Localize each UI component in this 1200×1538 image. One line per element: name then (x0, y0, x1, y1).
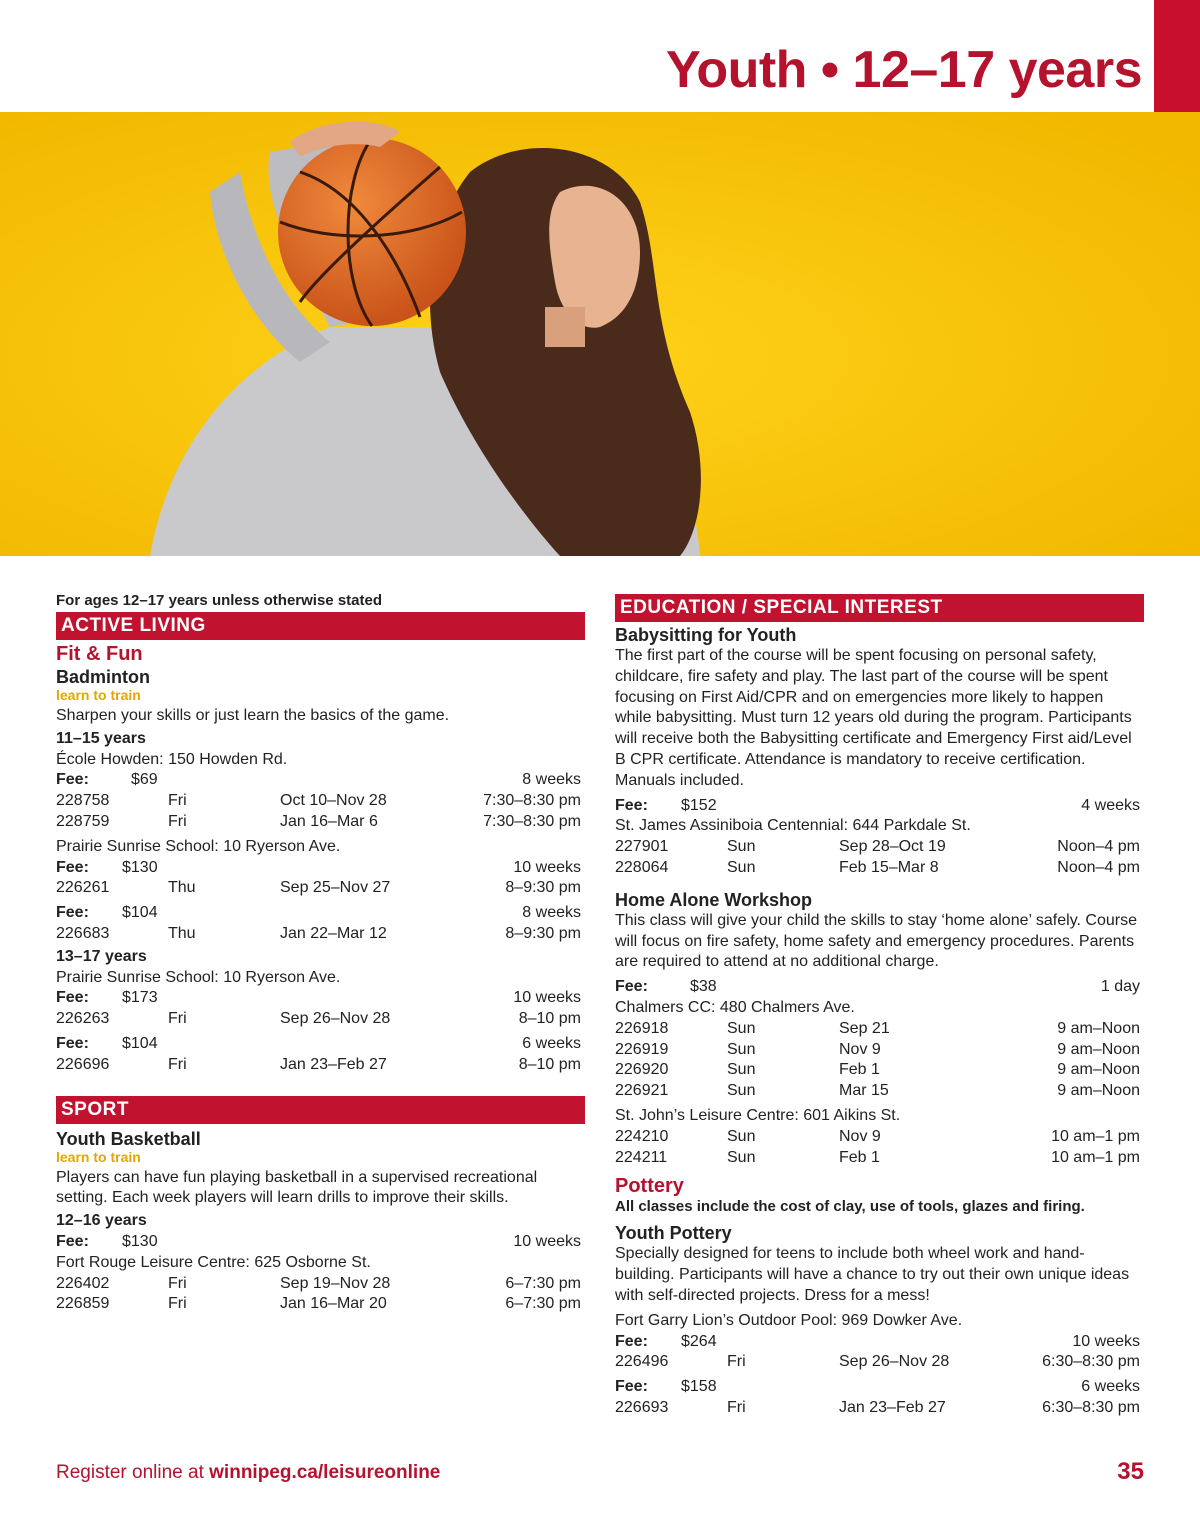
course-time: 10 am–1 pm (1051, 1127, 1140, 1145)
course-code: 226496 (615, 1353, 669, 1371)
program-tag: learn to train (56, 1148, 141, 1165)
left-column (56, 592, 585, 1315)
section-education-special-interest: EDUCATION / SPECIAL INTEREST (615, 594, 1144, 622)
course-time: 9 am–Noon (1057, 1019, 1140, 1037)
course-day: Fri (168, 1010, 187, 1028)
course-day: Sun (727, 858, 756, 876)
fee-duration: 10 weeks (513, 1232, 581, 1250)
table-row (56, 1294, 585, 1315)
fee-duration: 6 weeks (522, 1034, 581, 1052)
table-row (615, 1040, 1144, 1061)
location: Chalmers CC: 480 Chalmers Ave. (615, 998, 855, 1016)
fee-row (615, 796, 1144, 817)
course-dates: Oct 10–Nov 28 (280, 792, 387, 810)
fee-duration: 4 weeks (1081, 796, 1140, 814)
header-accent-tab (1154, 0, 1200, 112)
course-time: 8–10 pm (518, 1055, 581, 1073)
course-day: Thu (168, 879, 196, 897)
course-code: 226919 (615, 1040, 669, 1058)
course-dates: Sep 25–Nov 27 (280, 879, 391, 897)
course-day: Thu (168, 924, 196, 942)
fee-label: Fee: (615, 1332, 648, 1350)
fee-label: Fee: (56, 1034, 89, 1052)
fee-amount: $104 (122, 904, 158, 922)
fee-label: Fee: (615, 978, 648, 996)
fee-amount: $152 (681, 796, 717, 814)
location: St. James Assiniboia Centennial: 644 Parkdale St. (615, 817, 971, 835)
course-day: Sun (727, 1082, 756, 1100)
location: Fort Rouge Leisure Centre: 625 Osborne St. (56, 1253, 371, 1271)
fee-label: Fee: (56, 771, 89, 789)
section-active-living: ACTIVE LIVING (56, 612, 585, 640)
table-row (615, 1060, 1144, 1081)
course-time: 8–9:30 pm (505, 879, 581, 897)
fee-row (56, 1034, 585, 1055)
course-day: Fri (727, 1398, 746, 1416)
table-row (615, 1148, 1144, 1169)
page-title: Youth • 12–17 years (666, 41, 1142, 99)
location: Fort Garry Lion’s Outdoor Pool: 969 Dowker Ave. (615, 1311, 963, 1329)
fee-duration: 10 weeks (513, 858, 581, 876)
page-number: 35 (1117, 1458, 1144, 1485)
course-time: Noon–4 pm (1057, 858, 1140, 876)
fee-row (615, 1377, 1144, 1398)
course-dates: Feb 1 (839, 1148, 880, 1166)
section-sport: SPORT (56, 1096, 585, 1124)
location: Prairie Sunrise School: 10 Ryerson Ave. (56, 968, 341, 986)
teen-with-basketball-photo (0, 112, 1200, 556)
course-dates: Feb 1 (839, 1061, 880, 1079)
fee-amount: $173 (122, 989, 158, 1007)
course-day: Sun (727, 1040, 756, 1058)
table-row (615, 1352, 1144, 1373)
course-time: 6:30–8:30 pm (1042, 1353, 1140, 1371)
fee-amount: $130 (122, 1232, 158, 1250)
course-dates: Nov 9 (839, 1127, 881, 1145)
fee-duration: 10 weeks (1072, 1332, 1140, 1350)
course-dates: Jan 22–Mar 12 (280, 924, 387, 942)
age-group: 11–15 years (56, 729, 146, 747)
course-code: 226921 (615, 1082, 669, 1100)
table-row (56, 812, 585, 833)
location: St. John’s Leisure Centre: 601 Aikins St. (615, 1106, 901, 1124)
fee-duration: 1 day (1100, 978, 1140, 996)
fee-duration: 8 weeks (522, 771, 581, 789)
right-column (615, 592, 1144, 1419)
program-description: Players can have fun playing basketball in a supervised recreational setting. Each week players will learn drills to improve their skills. (56, 1168, 538, 1207)
course-code: 226696 (56, 1055, 110, 1073)
table-row (56, 924, 585, 945)
pottery-note: All classes include the cost of clay, use of tools, glazes and firing. (615, 1198, 1085, 1216)
course-day: Sun (727, 838, 756, 856)
course-code: 226263 (56, 1010, 110, 1028)
course-time: 7:30–8:30 pm (483, 792, 581, 810)
program-title-home-alone: Home Alone Workshop (615, 889, 813, 910)
course-day: Fri (168, 1055, 187, 1073)
course-day: Sun (727, 1061, 756, 1079)
course-day: Fri (168, 1295, 187, 1313)
table-row (615, 837, 1144, 858)
table-row (615, 1127, 1144, 1148)
table-row (615, 1019, 1144, 1040)
fee-row (56, 770, 585, 791)
fee-row (56, 903, 585, 924)
course-day: Fri (168, 1274, 187, 1292)
table-row (56, 1009, 585, 1030)
program-description: The first part of the course will be spent focusing on personal safety, childcare, fire safety and play. The last part of the course will be spent focusing on First Aid/CPR and on emergencies more likely to happen while babysitting. Must turn 12 years old during the program. Participants will receive both the Babysitting certificate and Emergency First aid/Level B CPR certificate. Attendance is mandatory to receive certification. Manuals included. (615, 647, 1132, 789)
program-description: Sharpen your skills or just learn the basics of the game. (56, 707, 450, 724)
course-time: 9 am–Noon (1057, 1061, 1140, 1079)
course-time: 10 am–1 pm (1051, 1148, 1140, 1166)
program-title-babysitting: Babysitting for Youth (615, 625, 797, 645)
course-time: Noon–4 pm (1057, 838, 1140, 856)
fee-duration: 8 weeks (522, 904, 581, 922)
fee-label: Fee: (56, 1232, 89, 1250)
table-row (615, 1398, 1144, 1419)
hero-photo (0, 112, 1200, 556)
fee-amount: $104 (122, 1034, 158, 1052)
fee-row (56, 988, 585, 1009)
course-code: 226859 (56, 1295, 110, 1313)
fee-row (615, 1332, 1144, 1353)
course-time: 8–10 pm (518, 1010, 581, 1028)
fee-row (56, 1232, 585, 1253)
course-code: 226693 (615, 1398, 669, 1416)
fee-label: Fee: (56, 989, 89, 1007)
table-row (615, 1081, 1144, 1102)
course-dates: Jan 16–Mar 20 (280, 1295, 387, 1313)
program-tag: learn to train (56, 687, 141, 703)
course-dates: Nov 9 (839, 1040, 881, 1058)
table-row (615, 858, 1144, 879)
footer-prefix: Register online at (56, 1462, 210, 1483)
course-dates: Jan 23–Feb 27 (839, 1398, 946, 1416)
fee-amount: $38 (690, 978, 717, 996)
fee-row (56, 858, 585, 879)
course-day: Fri (727, 1353, 746, 1371)
register-link[interactable]: winnipeg.ca/leisureonline (209, 1462, 441, 1483)
course-time: 6–7:30 pm (505, 1274, 581, 1292)
course-day: Sun (727, 1019, 756, 1037)
course-time: 6–7:30 pm (505, 1295, 581, 1313)
course-dates: Jan 16–Mar 6 (280, 812, 378, 830)
course-time: 9 am–Noon (1057, 1082, 1140, 1100)
course-dates: Feb 15–Mar 8 (839, 858, 939, 876)
course-time: 7:30–8:30 pm (483, 812, 581, 830)
course-day: Fri (168, 792, 187, 810)
course-dates: Mar 15 (839, 1082, 889, 1100)
table-row (56, 878, 585, 899)
course-code: 227901 (615, 838, 669, 856)
table-row (56, 791, 585, 812)
course-code: 228064 (615, 858, 669, 876)
fee-label: Fee: (615, 1378, 648, 1396)
course-code: 228759 (56, 812, 110, 830)
course-time: 8–9:30 pm (505, 924, 581, 942)
course-dates: Sep 19–Nov 28 (280, 1274, 391, 1292)
program-title-youth-pottery: Youth Pottery (615, 1223, 732, 1244)
subsection-pottery: Pottery (615, 1175, 684, 1198)
location: École Howden: 150 Howden Rd. (56, 750, 288, 768)
course-dates: Sep 26–Nov 28 (280, 1010, 391, 1028)
location: Prairie Sunrise School: 10 Ryerson Ave. (56, 837, 341, 855)
course-day: Sun (727, 1127, 756, 1145)
subsection-fit-fun: Fit & Fun (56, 643, 143, 665)
fee-amount: $130 (122, 858, 158, 876)
table-row (56, 1274, 585, 1295)
course-dates: Sep 26–Nov 28 (839, 1353, 950, 1371)
course-time: 9 am–Noon (1057, 1040, 1140, 1058)
age-note: For ages 12–17 years unless otherwise stated (56, 592, 382, 609)
footer-register (56, 1462, 440, 1484)
fee-label: Fee: (56, 858, 89, 876)
course-code: 224211 (615, 1148, 668, 1166)
program-description: This class will give your child the skills to stay ‘home alone’ safely. Course will focus on fire safety, home safety and emergency procedures. Parents are required to attend at no additional charge. (615, 911, 1137, 971)
program-title-youth-basketball: Youth Basketball (56, 1128, 201, 1149)
course-code: 226683 (56, 924, 110, 942)
course-code: 224210 (615, 1127, 669, 1145)
fee-label: Fee: (56, 904, 89, 922)
table-row (56, 1055, 585, 1076)
fee-row (615, 977, 1144, 998)
course-code: 226920 (615, 1061, 669, 1079)
fee-amount: $69 (131, 771, 158, 789)
course-day: Sun (727, 1148, 756, 1166)
fee-amount: $264 (681, 1332, 717, 1350)
course-time: 6:30–8:30 pm (1042, 1398, 1140, 1416)
fee-duration: 6 weeks (1081, 1378, 1140, 1396)
course-code: 226402 (56, 1274, 110, 1292)
fee-amount: $158 (681, 1378, 717, 1396)
course-code: 226918 (615, 1019, 669, 1037)
fee-duration: 10 weeks (513, 989, 581, 1007)
program-title-badminton: Badminton (56, 667, 150, 687)
course-dates: Jan 23–Feb 27 (280, 1055, 387, 1073)
course-code: 226261 (56, 879, 110, 897)
age-group: 13–17 years (56, 947, 147, 965)
age-group: 12–16 years (56, 1212, 147, 1230)
course-code: 228758 (56, 792, 110, 810)
program-description: Specially designed for teens to include both wheel work and hand-building. Participants will have a chance to try out their own unique ideas with self-directed projects. Dress for a mess! (615, 1245, 1130, 1304)
course-dates: Sep 21 (839, 1019, 890, 1037)
fee-label: Fee: (615, 796, 648, 814)
course-dates: Sep 28–Oct 19 (839, 838, 946, 856)
course-day: Fri (168, 812, 187, 830)
